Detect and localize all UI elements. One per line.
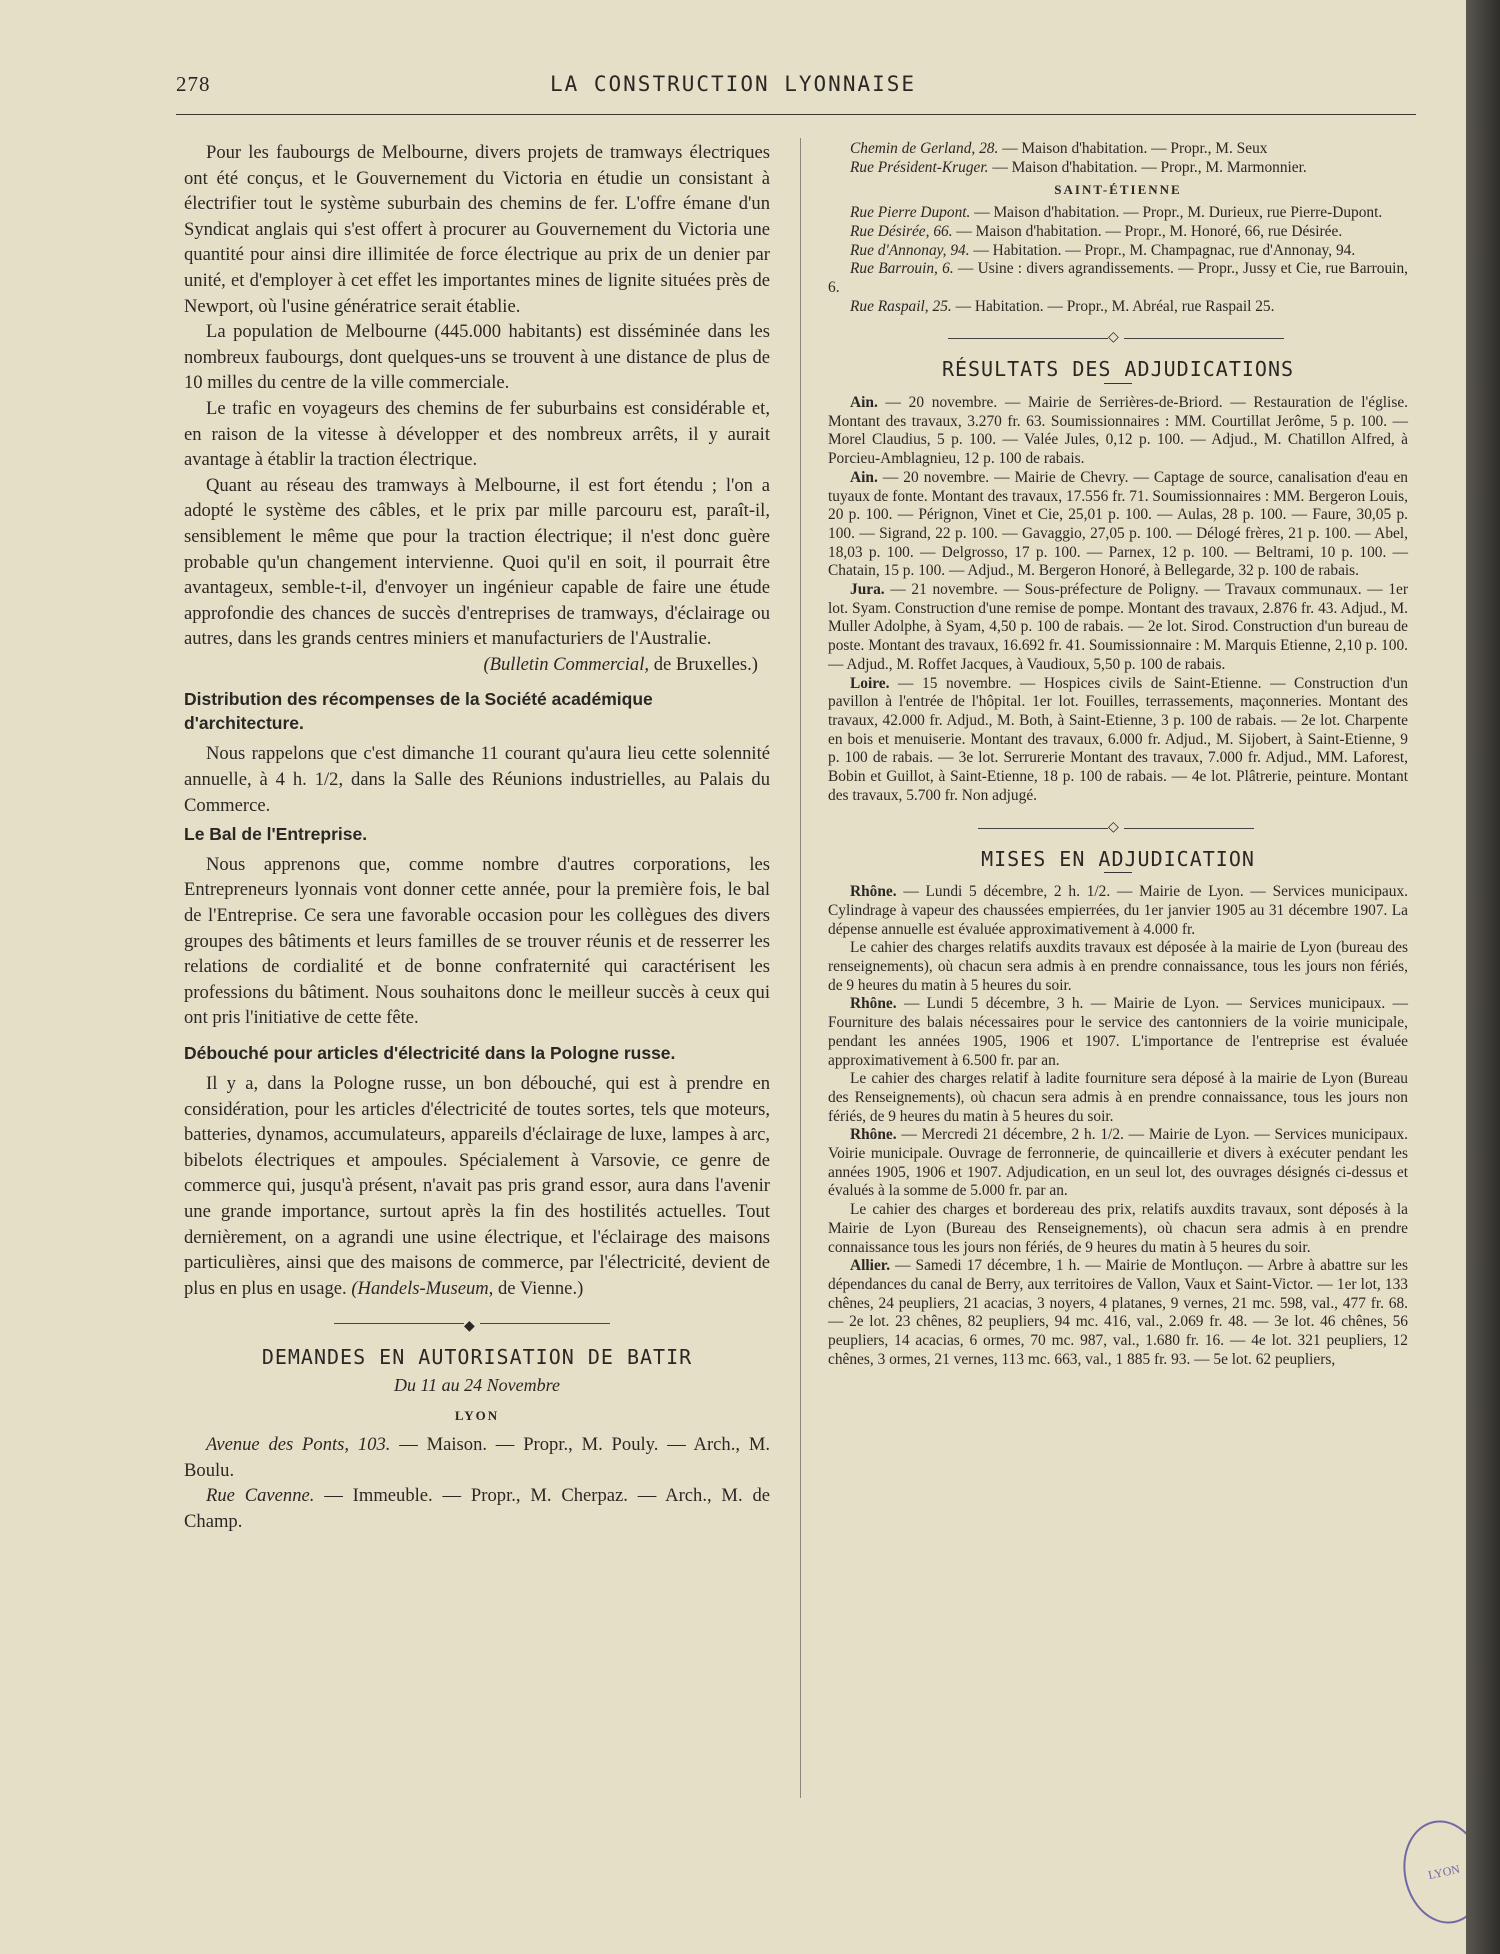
- entry-text: — Mercredi 21 décembre, 2 h. 1/2. — Mairie de Lyon. — Services municipaux. Voirie municipale. Ouvrage de ferronnerie, de quincaillerie et divers à exécuter pendant les années 1905, 1906 et 1907. Adjudication, en un seul lot, des ouvrages désignés ci-dessus et évalués à la somme de 5.000 fr. par an.: [828, 1126, 1408, 1200]
- permit-entry: [828, 242, 1408, 261]
- entry-text: — 21 novembre. — Sous-préfecture de Poligny. — Travaux communaux. — 1er lot. Syam. Construction d'une remise de pompe. Montant des travaux, 2.876 fr. 43. Adjud., M. Muller Adolphe, à Syam, 4,50 p. 100 de rabais. — 2e lot. Sirod. Construction d'un bureau de poste. Montant des travaux, 16.692 fr. 41. Soumissionnaire : M. Marquis Etienne, 2,10 p. 100. — Adjud., M. Roffet Jacques, à Vaudioux, 5,50 p. 100 de rabais.: [828, 581, 1408, 673]
- entry-text: — Habitation. — Propr., M. Abréal, rue Raspail 25.: [951, 297, 1275, 315]
- source-citation: [184, 652, 770, 678]
- entry-text: — 20 novembre. — Mairie de Chevry. — Captage de source, canalisation d'eau en tuyaux de fonte. Montant des travaux, 17.556 fr. 71. Soumissionnaires : MM. Bergeron Louis, 20 p. 100. — Pérignon, Vinet et Cie, 25,01 p. 100. — Aulas, 28 p. 100. — Faure, 30,05 p. 100. — Sigrand, 22 p. 100. — Gavaggio, 27,05 p. 100. — Délogé frères, 21 p. 100. — Abel, 18,03 p. 100. — Delgrosso, 17 p. 100. — Parnex, 12 p. 100. — Beltrami, 10 p. 100. — Chatain, 15 p. 100. — Adjud., M. Bergeron Honoré, à Bellegarde, 32 p. 100 de rabais.: [828, 468, 1408, 580]
- left-column: [184, 140, 770, 1535]
- separator-ornament: ◇: [828, 822, 1408, 834]
- city-heading: LYON: [454, 1407, 500, 1423]
- source-publication: (Handels-Museum,: [351, 1277, 494, 1299]
- paragraph: Pour les faubourgs de Melbourne, divers projets de tramways électriques ont été conçus, et le Gouvernement du Victoria en étudie un consistant à électrifier tout le système suburbain des chemins de fer. L'offre émane d'un Syndicat anglais qui s'est offert à procurer au Gouvernement du Victoria une quantité pour ainsi dire illimitée de force électrique au prix de un denier par unité, et d'employer à cet effet les importantes mines de lignite situées près de Newport, où l'usine génératrice serait établie.: [184, 142, 770, 317]
- paragraph: La population de Melbourne (445.000 habitants) est disséminée dans les nombreux faubourgs, dont quelques-uns se trouvent à une distance de plus de 10 milles du centre de la ville commerciale.: [184, 321, 770, 394]
- tender-entry: [828, 883, 1408, 939]
- entry-department: Rhône.: [850, 995, 897, 1013]
- tender-entry: [828, 1257, 1408, 1369]
- section-heading: Distribution des récompenses de la Société académique d'architecture.: [184, 689, 653, 734]
- permit-entry: [828, 159, 1408, 178]
- permit-entry: [828, 223, 1408, 242]
- entry-address: Rue Cavenne.: [206, 1485, 315, 1507]
- entry-text: — Maison d'habitation. — Propr., M. Honoré, 66, rue Désirée.: [952, 222, 1343, 240]
- section-title: RÉSULTATS DES ADJUDICATIONS: [941, 357, 1295, 382]
- entry-text: — 15 novembre. — Hospices civils de Saint-Etienne. — Construction d'un pavillon à l'entrée de l'hôpital. 1er lot. Fouilles, terrassements, maçonneries. Montant des travaux, 42.000 fr. Adjud., M. Both, à Saint-Etienne, 3 p. 100 de rabais. — 2e lot. Charpente en bois et menuiserie. Montant des travaux, 6.000 fr. Adjud., M. Sijobert, à Saint-Etienne, 9 p. 100 de rabais. — 3e lot. Serrurerie Montant des travaux, 7.000 fr. Adjud., MM. Laforest, Bobin et Guillot, à Saint-Etienne, 18 p. 100 de rabais. — 4e lot. Plâtrerie, peinture. Montant des travaux, 5.700 fr. Non adjugé.: [828, 674, 1408, 804]
- permit-entry: [184, 1483, 770, 1534]
- entry-text: — Maison d'habitation. — Propr., M. Durieux, rue Pierre-Dupont.: [970, 204, 1383, 222]
- entry-department: Jura.: [850, 581, 885, 599]
- paragraph: Quant au réseau des tramways à Melbourne, il est fort étendu ; l'on a adopté le système des câbles, et le prix par mille parcouru est, paraît-il, sensiblement le même que pour la traction électrique; il n'est donc guère probable qu'un changement intervienne. Quoi qu'il en soit, il pourrait être avantageux, semble-t-il, d'envoyer un ingénieur capable de faire une étude approfondie des chances de succès d'entreprises de tramways, d'éclairage ou autres, dans les grands centres miniers et manufacturiers de l'Australie.: [184, 474, 770, 650]
- separator-ornament: ◇: [828, 332, 1408, 344]
- paragraph-text: Il y a, dans la Pologne russe, un bon débouché, qui est à prendre en considération, pour les articles d'électricité de toutes sortes, tels que moteurs, batteries, dynamos, accumulateurs, appareils d'éclairage de luxe, lampes à arc, bibelots électriques et ampoules. Spécialement à Varsovie, ce genre de commerce qui, jusqu'à présent, n'avait pas pris grand essor, aura dans l'avenir une grande importance, surtout après la fin des hostilités actuelles. Tout dernièrement, on a agrandi une usine électrique, et l'éclairage des maisons particulières, ainsi que des maisons de commerce, par l'électricité, devient de plus en plus en usage.: [184, 1073, 770, 1299]
- header-rule: [176, 114, 1416, 115]
- city-heading: SAINT-ÉTIENNE: [1054, 182, 1182, 198]
- entry-text: — 20 novembre. — Mairie de Serrières-de-Briord. — Restauration de l'église. Montant des travaux, 3.270 fr. 63. Soumissionnaires : MM. Courtillat Jerôme, 5 p. 100. — Morel Claudius, 5 p. 100. — Valée Jules, 0,12 p. 100. — Adjud., M. Chatillon Alfred, à Porcieu-Amblagnieu, 12 p. 100 de rabais.: [828, 394, 1408, 468]
- entry-department: Rhône.: [850, 1126, 897, 1144]
- title-rule: [1104, 383, 1132, 384]
- entry-text: — Samedi 17 décembre, 1 h. — Mairie de Montluçon. — Arbre à abattre sur les dépendances du canal de Berry, aux territoires de Vallon, Vaux et Saint-Victor. — 1er lot, 133 chênes, 24 peupliers, 21 acacias, 3 noyers, 4 platanes, 9 vernes, 21 mc. 598, val., 477 fr. 68. — 2e lot. 23 chênes, 82 peupliers, 94 mc. 416, val., 2.069 fr. 48. — 3e lot. 46 chênes, 56 peupliers, 14 acacias, 6 ormes, 70 mc. 987, val., 1.680 fr. 16. — 4e lot. 321 peupliers, 12 chênes, 3 ormes, 21 vernes, 113 mc. 663, val., 1 885 fr. 93. — 5e lot. 62 peupliers,: [828, 1257, 1408, 1368]
- entry-address: Rue Président-Kruger.: [850, 158, 989, 176]
- entry-address: Rue Désirée, 66.: [850, 222, 953, 240]
- section-heading: Débouché pour articles d'électricité dans la Pologne russe.: [184, 1043, 676, 1063]
- paragraph: Nous rappelons que c'est dimanche 11 courant qu'aura lieu cette solennité annuelle, à 4 h. 1/2, dans la Salle des Réunions industrielles, au Palais du Commerce.: [184, 743, 770, 816]
- tender-entry: [828, 995, 1408, 1070]
- adjudication-entry: [828, 394, 1408, 469]
- tender-entry: [828, 1126, 1408, 1201]
- entry-department: Ain.: [850, 468, 878, 486]
- paragraph: Le cahier des charges relatif à ladite fourniture sera déposé à la mairie de Lyon (Bureau des Renseignements), où chacun sera admis à en prendre connaissance, tous les jours non fériés, de 9 heures du matin à 5 heures du soir.: [828, 1070, 1408, 1125]
- page-edge: [1466, 0, 1500, 1954]
- adjudication-entry: [828, 581, 1408, 675]
- paragraph: [184, 1071, 770, 1301]
- entry-text: — Maison d'habitation. — Propr., M. Marmonnier.: [988, 158, 1307, 176]
- source-city: de Vienne.): [498, 1277, 584, 1299]
- column-divider: [800, 138, 801, 1798]
- entry-text: — Immeuble. — Propr., M. Cherpaz. — Arch., M. de Champ.: [184, 1485, 770, 1532]
- section-title: MISES EN ADJUDICATION: [981, 846, 1255, 871]
- entry-text: — Lundi 5 décembre, 2 h. 1/2. — Mairie de Lyon. — Services municipaux. Cylindrage à vapeur des chaussées empierrées, du 1er janvier 1905 au 31 décembre 1907. La dépense annuelle est évaluée approximativement à 4.000 fr.: [828, 883, 1408, 938]
- entry-text: — Maison d'habitation. — Propr., M. Seux: [998, 140, 1268, 157]
- separator-ornament: ◆: [184, 1317, 770, 1329]
- title-rule: [1104, 872, 1132, 873]
- permit-entry: [828, 298, 1408, 317]
- section-title: DEMANDES EN AUTORISATION DE BATIR: [261, 1345, 693, 1370]
- entry-text: — Habitation. — Propr., M. Champagnac, rue d'Annonay, 94.: [969, 241, 1356, 259]
- entry-text: — Maison. — Propr., M. Pouly. — Arch., M. Boulu.: [184, 1434, 770, 1481]
- entry-department: Ain.: [850, 394, 878, 412]
- journal-title: LA CONSTRUCTION LYONNAISE: [549, 72, 917, 96]
- permit-entry: [828, 140, 1408, 159]
- source-city: de Bruxelles.): [653, 653, 758, 675]
- stamp-text: LYON: [1426, 1861, 1462, 1882]
- paragraph: Le trafic en voyageurs des chemins de fer suburbains est considérable et, en raison de la vitesse à développer et des nombreux arrêts, il y aurait avantage à établir la traction électrique.: [184, 397, 770, 471]
- paragraph: Nous apprenons que, comme nombre d'autres corporations, les Entrepreneurs lyonnais vont donner cette année, pour la première fois, le bal de l'Entreprise. Ce sera une favorable occasion pour les collègues des divers groupes des bâtiments et leurs familles de se trouver réunis et de resserrer les relations de cordialité et de bonne confraternité qui caractérisent les professions du bâtiment. Nous souhaitons donc le meilleur succès à ceux qui ont pris l'initiative de cette fête.: [184, 853, 770, 1029]
- adjudication-entry: [828, 469, 1408, 581]
- paragraph: Le cahier des charges et bordereau des prix, relatifs auxdits travaux, sont déposés à la Mairie de Lyon (Bureau des Renseignements), où chacun sera admis à en prendre connaissance tous les jours non fériés, de 9 heures du matin à 5 heures du soir.: [828, 1201, 1408, 1256]
- page-number: 278: [176, 72, 211, 96]
- entry-department: Loire.: [850, 674, 890, 692]
- permit-entry: [828, 204, 1408, 223]
- section-subtitle: Du 11 au 24 Novembre: [394, 1374, 560, 1395]
- entry-text: — Lundi 5 décembre, 3 h. — Mairie de Lyon. — Services municipaux. — Fourniture des balais nécessaires pour le service des cantonniers de la voirie municipale, pendant les années 1905, 1906 et 1907. L'importance de l'entreprise est évaluée approximativement à 6.500 fr. par an.: [828, 995, 1408, 1069]
- permit-entry: [828, 260, 1408, 297]
- entry-address: Rue Raspail, 25.: [850, 297, 952, 315]
- entry-department: Rhône.: [850, 883, 897, 901]
- entry-text: — Usine : divers agrandissements. — Propr., Jussy et Cie, rue Barrouin, 6.: [828, 260, 1408, 296]
- entry-address: Rue Pierre Dupont.: [850, 204, 971, 222]
- entry-address: Chemin de Gerland, 28.: [850, 140, 999, 157]
- entry-address: Avenue des Ponts, 103.: [206, 1434, 391, 1456]
- section-heading: Le Bal de l'Entreprise.: [184, 824, 368, 845]
- adjudication-entry: [828, 675, 1408, 806]
- paragraph: Le cahier des charges relatifs auxdits travaux est déposée à la mairie de Lyon (bureau des renseignements), où chacun sera admis à en prendre connaissance, tous les jours non fériés, de 9 heures du matin à 5 heures du soir.: [828, 939, 1408, 994]
- source-publication: (Bulletin Commercial,: [483, 653, 650, 675]
- entry-department: Allier.: [850, 1257, 891, 1275]
- permit-entry: [184, 1432, 770, 1483]
- entry-address: Rue d'Annonay, 94.: [850, 241, 970, 259]
- right-column: [828, 140, 1408, 1369]
- entry-address: Rue Barrouin, 6.: [850, 260, 954, 278]
